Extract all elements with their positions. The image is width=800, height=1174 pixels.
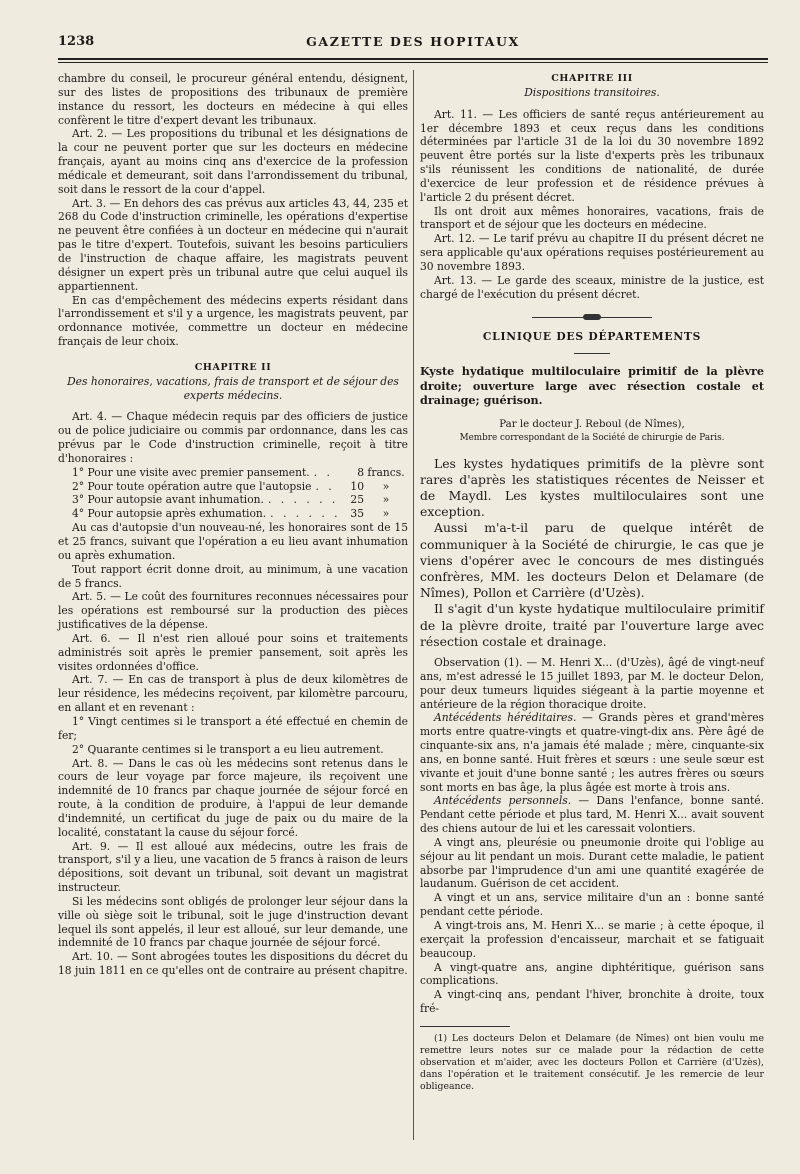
history-age-23: A vingt-trois ans, M. Henri X... se marie ; à cette époque, il exerçait la profession d'encaisseur, marchait et se fatiguait beaucoup. <box>420 919 764 960</box>
publication-title: GAZETTE DES HOPITAUX <box>306 34 520 49</box>
fee-list <box>58 466 408 521</box>
leader-dots <box>268 493 338 507</box>
decree-intro: chambre du conseil, le procureur général entendu, désignent, sur des listes de propositions des tribunaux de première instance du ressort, les docteurs en médecine à qui elles confèrent le titre d'expert devant les tribunaux. <box>58 72 408 127</box>
personal-history-label: Antécédents personnels. <box>434 794 572 808</box>
article-lead <box>420 456 764 650</box>
article-10: Art. 10. — Sont abrogées toutes les dispositions du décret du 18 juin 1811 en ce qu'elles ont de contraire au présent chapitre. <box>58 950 408 978</box>
lead-paragraph-1: Les kystes hydatiques primitifs de la plèvre sont rares d'après les statistiques récentes de Neisser et de Maydl. Les kystes multiloculaires sont une exception. <box>420 455 764 520</box>
fee-unit: francs. <box>367 465 405 479</box>
fee-unit: » <box>382 507 390 521</box>
hereditary-history <box>420 711 764 794</box>
fee-label: 4° Pour autopsie après exhumation. <box>72 507 267 521</box>
hereditary-history-label: Antécédents héréditaires. <box>434 711 577 725</box>
lead-paragraph-2: Aussi m'a-t-il paru de quelque intérêt de communiquer à la Société de chirurgie, le cas que je viens d'opérer avec le concours de mes distingués confrères, MM. les docteurs Delon et Delamare (de Nîmes), Pollon et Carrière (d'Uzès). <box>420 520 764 601</box>
article-12: Art. 12. — Le tarif prévu au chapitre II du présent décret ne sera applicable qu'aux opérations requises postérieurement au 30 novembre 1893. <box>420 232 764 273</box>
page-number: 1238 <box>58 34 95 49</box>
personal-history <box>420 794 764 836</box>
history-age-20: A vingt ans, pleurésie ou pneumonie droite qui l'oblige au séjour au lit pendant un mois. Durant cette maladie, le patient absorbe par l'imprudence d'un ami une quantité exagérée de laudanum. Guérison de cet accident. <box>420 835 764 891</box>
left-column <box>58 72 408 978</box>
chapter-3-title: CHAPITRE III <box>551 73 633 84</box>
article-3-continued: En cas d'empêchement des médecins experts résidant dans l'arrondissement et s'il y a urgence, les magistrats peuvent, par ordonnance motivée, commettre un docteur en médecine français de leur choix. <box>58 293 408 349</box>
header-rule-thick <box>58 58 768 60</box>
history-age-24: A vingt-quatre ans, angine diphtéritique, guérison sans complications. <box>420 960 764 988</box>
article-author: Par le docteur J. Reboul (de Nîmes), <box>499 418 685 430</box>
page-header <box>58 30 768 56</box>
fee-label: 1° Pour une visite avec premier pansement. <box>72 465 310 479</box>
fee-row <box>58 493 408 507</box>
leader-dots <box>314 466 338 480</box>
article-4: Art. 4. — Chaque médecin requis par des officiers de justice ou de police judiciaire ou commis par ordonnance, dans les cas prévus par le Code d'instruction criminelle, reçoit à titre d'honoraires : <box>58 410 408 465</box>
article-5: Art. 5. — Le coût des fournitures reconnues nécessaires pour les opérations est remboursé sur la production des pièces justificatives de la dépense. <box>58 590 408 632</box>
history-age-21: A vingt et un ans, service militaire d'un an : bonne santé pendant cette période. <box>420 891 764 919</box>
leader-dots <box>270 507 338 521</box>
ornament-divider <box>532 314 652 320</box>
author-affiliation: Membre correspondant de la Société de chirurgie de Paris. <box>459 432 725 443</box>
fee-amount: 35 <box>350 507 364 521</box>
fee-amount: 10 <box>350 479 364 493</box>
written-report-note: Tout rapport écrit donne droit, au minimum, à une vacation de 5 francs. <box>58 562 408 590</box>
article-7: Art. 7. — En cas de transport à plus de deux kilomètres de leur résidence, les médecins reçoivent, par kilomètre parcouru, en allant et en revenant : <box>58 673 408 715</box>
article-7-item-2: 2° Quarante centimes si le transport a eu lieu autrement. <box>72 742 384 756</box>
section-heading: CLINIQUE DES DÉPARTEMENTS <box>482 329 702 343</box>
chapter-3-subtitle: Dispositions transitoires. <box>524 85 660 99</box>
fee-unit: » <box>382 493 390 507</box>
article-title: Kyste hydatique multiloculaire primitif de la plèvre droite; ouverture large avec résection costale et drainage; guérison. <box>420 364 764 408</box>
section-rule <box>574 353 610 354</box>
article-2: Art. 2. — Les propositions du tribunal et les désignations de la cour ne peuvent porter que sur les docteurs en médecine français, ayant au moins cinq ans d'exercice de la profession médicale et demeurant, soit dans l'arrondissement du tribunal, soit dans le ressort de la cour d'appel. <box>58 127 408 196</box>
fee-row <box>58 507 408 521</box>
observation-paragraph: Observation (1). — M. Henri X... (d'Uzès), âgé de vingt-neuf ans, m'est adressé le 15 juillet 1893, par M. le docteur Delon, pour deux tumeurs liquides siégeant à la partie moyenne et antérieure de la région thoracique droite. <box>420 655 764 711</box>
chapter-2-title: CHAPITRE II <box>194 361 272 373</box>
article-8: Art. 8. — Dans le cas où les médecins sont retenus dans le cours de leur voyage par force majeure, ils reçoivent une indemnité de 10 francs par chaque journée de séjour forcé en route, à la condition de produire, à l'appui de leur demande d'indemnité, un certificat du juge de paix ou du maire de la localité, constatant la cause du séjour forcé. <box>58 756 408 839</box>
lead-paragraph-3: Il s'agit d'un kyste hydatique multiloculaire primitif de la plèvre droite, traité par l'ouverture large avec résection costale et drainage. <box>420 601 764 649</box>
article-11-continued: Ils ont droit aux mêmes honoraires, vacations, frais de transport et de séjour que les docteurs en médecine. <box>420 204 764 232</box>
fee-row <box>58 480 408 494</box>
hereditary-history-text: — Grands pères et grand'mères morts entre quatre-vingts et quatre-vingt-dix ans. Père âgé de cinquante-six ans, n'a jamais été malade ; mère, cinquante-six ans, en bonne santé. Huit frères et sœurs : une seule sœur est vivante et jouit d'une bonne santé ; les autres frères ou sœurs sont morts en bas âge, la plus âgée est morte à trois ans. <box>420 711 764 794</box>
footnote-rule <box>420 1026 510 1027</box>
newborn-autopsy-note: Au cas d'autopsie d'un nouveau-né, les honoraires sont de 15 et 25 francs, suivant que l'opération a eu lieu avant inhumation ou après exhumation. <box>58 521 408 562</box>
fee-row <box>58 466 408 480</box>
fee-amount: 25 <box>350 493 364 507</box>
history-age-25: A vingt-cinq ans, pendant l'hiver, bronchite à droite, toux fré- <box>420 988 764 1016</box>
fee-label: 2° Pour toute opération autre que l'autopsie <box>72 479 312 493</box>
article-7-item-1: 1° Vingt centimes si le transport a été effectué en chemin de fer; <box>58 714 408 742</box>
article-3: Art. 3. — En dehors des cas prévus aux articles 43, 44, 235 et 268 du Code d'instruction criminelle, les opérations d'expertise ne peuvent être confiées à un docteur en médecine qui n'aurait pas le titre d'expert. Toutefois, suivant les besoins particuliers de l'instruction de chaque affaire, les magistrats peuvent désigner un expert près un tribunal autre que celui auquel ils appartiennent. <box>58 196 408 293</box>
leader-dots <box>316 480 339 494</box>
article-9-continued: Si les médecins sont obligés de prolonger leur séjour dans la ville où siège soit le tribunal, soit le juge d'instruction devant lequel ils sont appelés, il leur est alloué, sur leur demande, une indemnité de 10 francs par chaque journée de séjour forcé. <box>58 894 408 950</box>
fee-amount: 8 <box>357 465 364 479</box>
article-6: Art. 6. — Il n'est rien alloué pour soins et traitements administrés soit après le premier pansement, soit après les visites ordonnées d'office. <box>58 631 408 673</box>
article-9: Art. 9. — Il est alloué aux médecins, outre les frais de transport, s'il y a lieu, une vacation de 5 francs à raison de leurs dépositions, soit devant un tribunal, soit devant un magistrat instructeur. <box>58 839 408 895</box>
header-rule-thin <box>58 62 768 63</box>
column-divider <box>413 70 414 1140</box>
article-13: Art. 13. — Le garde des sceaux, ministre de la justice, est chargé de l'exécution du présent décret. <box>420 273 764 301</box>
fee-unit: » <box>382 479 390 493</box>
personal-history-text: — Dans l'enfance, bonne santé. Pendant cette période et plus tard, M. Henri X... avait souvent des chiens autour de lui et les caressait volontiers. <box>420 794 764 836</box>
footnote: (1) Les docteurs Delon et Delamare (de Nîmes) ont bien voulu me remettre leurs notes sur ce malade pour la rédaction de cette observation et m'aider, avec les docteurs Pollon et Carrière (d'Uzès), dans l'opération et le traitement consécutif. Je les remercie de leur obligeance. <box>420 1032 764 1092</box>
fee-label: 3° Pour autopsie avant inhumation. <box>72 493 264 507</box>
right-column <box>420 72 764 1093</box>
chapter-2-subtitle: Des honoraires, vacations, frais de transport et de séjour des experts médecins. <box>67 374 399 402</box>
article-11: Art. 11. — Les officiers de santé reçus antérieurement au 1er décembre 1893 et ceux reçus dans les conditions déterminées par l'article 31 de la loi du 30 novembre 1892 peuvent être portés sur la liste d'experts près les tribunaux s'ils réunissent les conditions de nationalité, de durée d'exercice de leur profession et de résidence prévues à l'article 2 du présent décret. <box>420 107 764 204</box>
